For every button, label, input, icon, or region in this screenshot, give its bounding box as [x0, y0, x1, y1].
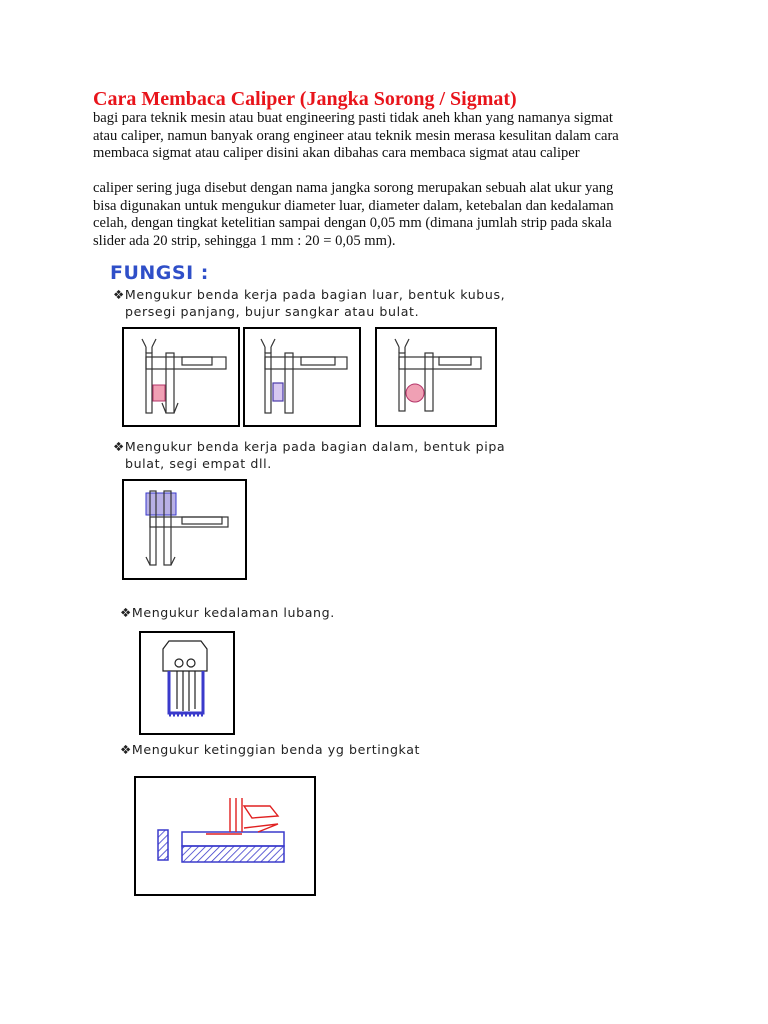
- paragraph-line: atau caliper, namun banyak orang engineer atau teknik mesin merasa kesulitan dalam cara: [93, 127, 619, 144]
- paragraph-line: celah, dengan tingkat ketelitian sampai dengan 0,05 mm (dimana jumlah strip pada skala: [93, 215, 612, 232]
- function-item-line: ❖Mengukur benda kerja pada bagian dalam, bentuk pipa: [113, 439, 506, 454]
- paragraph-line: bagi para teknik mesin atau buat engineering pasti tidak aneh khan yang namanya sigmat: [93, 110, 613, 126]
- function-item-outside: [113, 286, 505, 320]
- caliper-height-figure: [134, 776, 316, 896]
- function-item-line: bulat, segi empat dll.: [125, 456, 272, 471]
- caliper-outside-round-figure: [375, 327, 497, 427]
- paragraph-line: membaca sigmat atau caliper disini akan dibahas cara membaca sigmat atau caliper: [93, 145, 580, 162]
- caliper-inside-figure: [122, 479, 247, 580]
- function-item-line: persegi panjang, bujur sangkar atau bulat.: [125, 304, 420, 319]
- paragraph-line: caliper sering juga disebut dengan nama jangka sorong merupakan sebuah alat ukur yang: [93, 180, 614, 196]
- function-item-line: ❖Mengukur benda kerja pada bagian luar, bentuk kubus,: [113, 287, 506, 302]
- function-item-inside: [113, 438, 505, 472]
- caliper-outside-box-figure: [243, 327, 361, 427]
- document-title: Cara Membaca Caliper (Jangka Sorong / Sigmat): [93, 88, 517, 110]
- caliper-depth-figure: [139, 631, 235, 735]
- fungsi-heading: FUNGSI :: [110, 262, 209, 284]
- paragraph-line: bisa digunakan untuk mengukur diameter luar, diameter dalam, ketebalan dan kedalaman: [93, 197, 614, 214]
- intro-paragraph: [93, 110, 668, 163]
- function-item-height: ❖Mengukur ketinggian benda yg bertingkat: [120, 742, 421, 757]
- paragraph-line: slider ada 20 strip, sehingga 1 mm : 20 = 0,05 mm).: [93, 232, 396, 249]
- function-item-depth: ❖Mengukur kedalaman lubang.: [120, 605, 335, 620]
- caliper-outside-cube-figure: [122, 327, 240, 427]
- definition-paragraph: [93, 180, 668, 250]
